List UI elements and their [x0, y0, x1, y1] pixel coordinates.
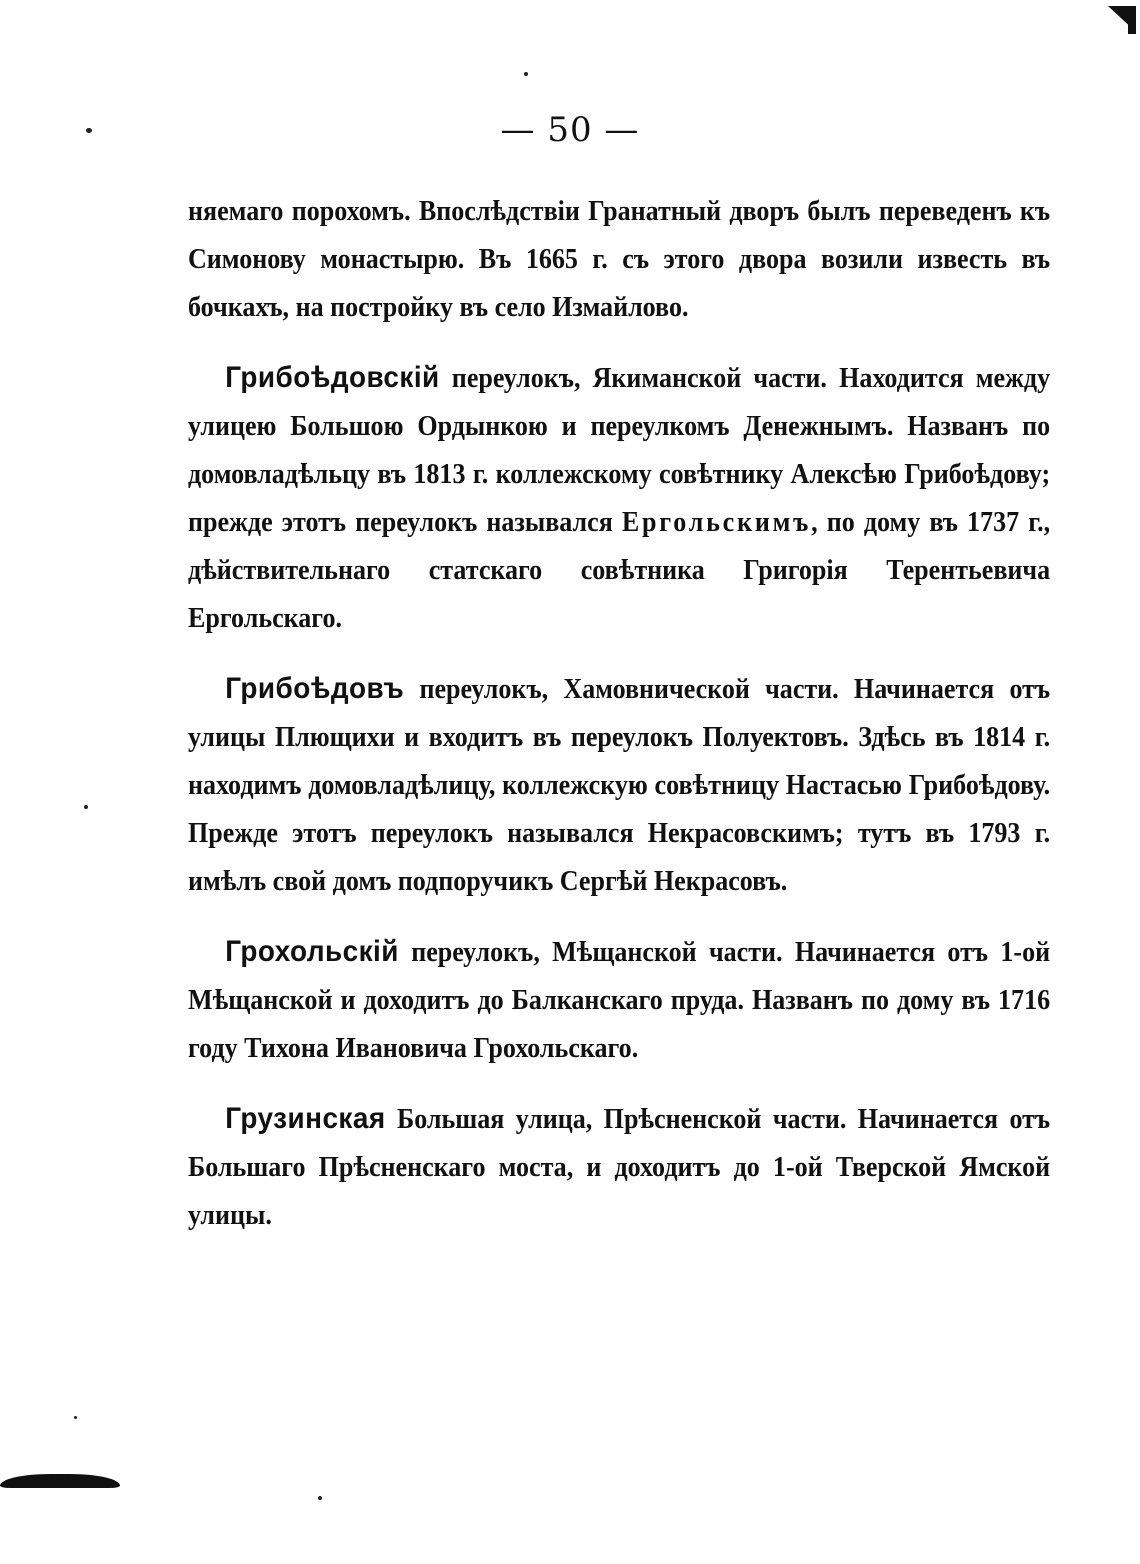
entry-gruzinskaya	[188, 1095, 1050, 1240]
entry-heading: Грузинская	[225, 1102, 386, 1135]
entry-text: Большая улица, Прѣсненской части. Начинается отъ Большаго Прѣсненскаго моста, и доходитъ до 1-ой Тверской Ямской улицы.	[188, 1104, 1051, 1231]
scan-speck	[74, 1416, 77, 1419]
entry-heading: Грибоѣдовъ	[225, 672, 405, 705]
entry-heading: Грохольскій	[225, 935, 399, 968]
page-body	[188, 188, 1050, 1240]
entry-text: , по дому въ 1737 г., дѣйствительнаго статскаго совѣтника Григорія Терентьевича Ергольскаго.	[188, 507, 1051, 634]
entry-text: переулокъ, Хамовнической части. Начинается отъ улицы Плющихи и входитъ въ переулокъ Полуектовъ. Здѣсь въ 1814 г. находимъ домовладѣлицу, коллежскую совѣтницу Настасью Грибоѣдову. Прежде этотъ переулокъ назывался Некрасовскимъ; тутъ въ 1793 г. имѣлъ свой домъ подпоручикъ Сергѣй Некрасовъ.	[188, 674, 1051, 897]
scan-speck	[86, 128, 92, 133]
scan-speck	[318, 1496, 322, 1500]
entry-heading: Грибоѣдовскій	[225, 361, 440, 394]
scan-speck	[84, 805, 88, 809]
entry-grokholskiy	[188, 928, 1050, 1073]
entry-text-spaced: Ергольскимъ	[621, 507, 812, 538]
paragraph-continuation: няемаго порохомъ. Впослѣдствіи Гранатный дворъ былъ переведенъ къ Симонову монастырю. Въ 1665 г. съ этого двора возили известь въ бочкахъ, на постройку въ село Измайлово.	[188, 196, 1051, 323]
scan-speck	[524, 72, 528, 76]
entry-griboedov	[188, 665, 1050, 906]
corner-mark-triangle	[1108, 6, 1136, 32]
entry-griboedovskiy	[188, 354, 1050, 643]
page-number: — 50 —	[500, 110, 640, 150]
entry-text: переулокъ, Якиманской части. Находится между улицею Большою Ордынкою и переулкомъ Денежнымъ. Названъ по домовладѣльцу въ 1813 г. коллежскому совѣтнику Алексѣю Грибоѣдову; прежде этотъ переулокъ назывался	[188, 363, 1051, 538]
scan-smudge	[0, 1474, 120, 1488]
entry-text: переулокъ, Мѣщанской части. Начинается отъ 1-ой Мѣщанской и доходитъ до Балканскаго пруда. Названъ по дому въ 1716 году Тихона Ивановича Грохольскаго.	[188, 937, 1051, 1064]
